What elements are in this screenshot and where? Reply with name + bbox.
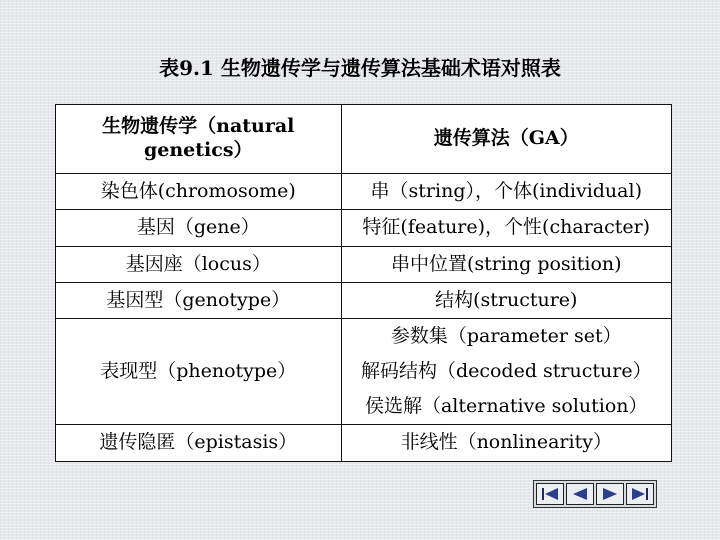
header-natural-genetics: 生物遗传学（natural genetics） (56, 105, 342, 174)
table-row (56, 319, 672, 425)
table-row (56, 174, 672, 210)
first-slide-button[interactable] (536, 483, 564, 505)
ga-term-line: 解码结构（decoded structure） (360, 360, 652, 382)
cell-ga-term: 结构(structure) (341, 283, 671, 319)
previous-slide-icon (570, 487, 590, 501)
cell-ga-term: 串（string），个体(individual) (341, 174, 671, 210)
last-slide-button[interactable] (626, 483, 654, 505)
table-row (56, 283, 672, 319)
previous-slide-button[interactable] (566, 483, 594, 505)
cell-bio-term: 染色体(chromosome) (56, 174, 342, 210)
next-slide-icon (600, 487, 620, 501)
cell-bio-term: 基因座（locus） (56, 247, 342, 283)
table-header-row (56, 105, 672, 174)
cell-ga-term: 串中位置(string position) (341, 247, 671, 283)
cell-bio-term: 遗传隐匿（epistasis） (56, 425, 342, 462)
cell-bio-term: 表现型（phenotype） (56, 319, 342, 425)
table-row (56, 210, 672, 247)
cell-bio-term: 基因型（genotype） (56, 283, 342, 319)
table-row (56, 247, 672, 283)
ga-term-line: 参数集（parameter set） (390, 325, 622, 347)
cell-ga-term-multi (341, 319, 671, 425)
next-slide-button[interactable] (596, 483, 624, 505)
ga-term-line: 侯选解（alternative solution） (364, 395, 648, 417)
first-slide-icon (540, 487, 560, 501)
slide-navigation (533, 480, 657, 508)
cell-bio-term: 基因（gene） (56, 210, 342, 247)
cell-ga-term: 非线性（nonlinearity） (341, 425, 671, 462)
terminology-table (55, 104, 672, 462)
header-ga: 遗传算法（GA） (341, 105, 671, 174)
cell-ga-term: 特征(feature)，个性(character) (341, 210, 671, 247)
table-row (56, 425, 672, 462)
table-title: 表9.1 生物遗传学与遗传算法基础术语对照表 (159, 56, 561, 80)
last-slide-icon (630, 487, 650, 501)
